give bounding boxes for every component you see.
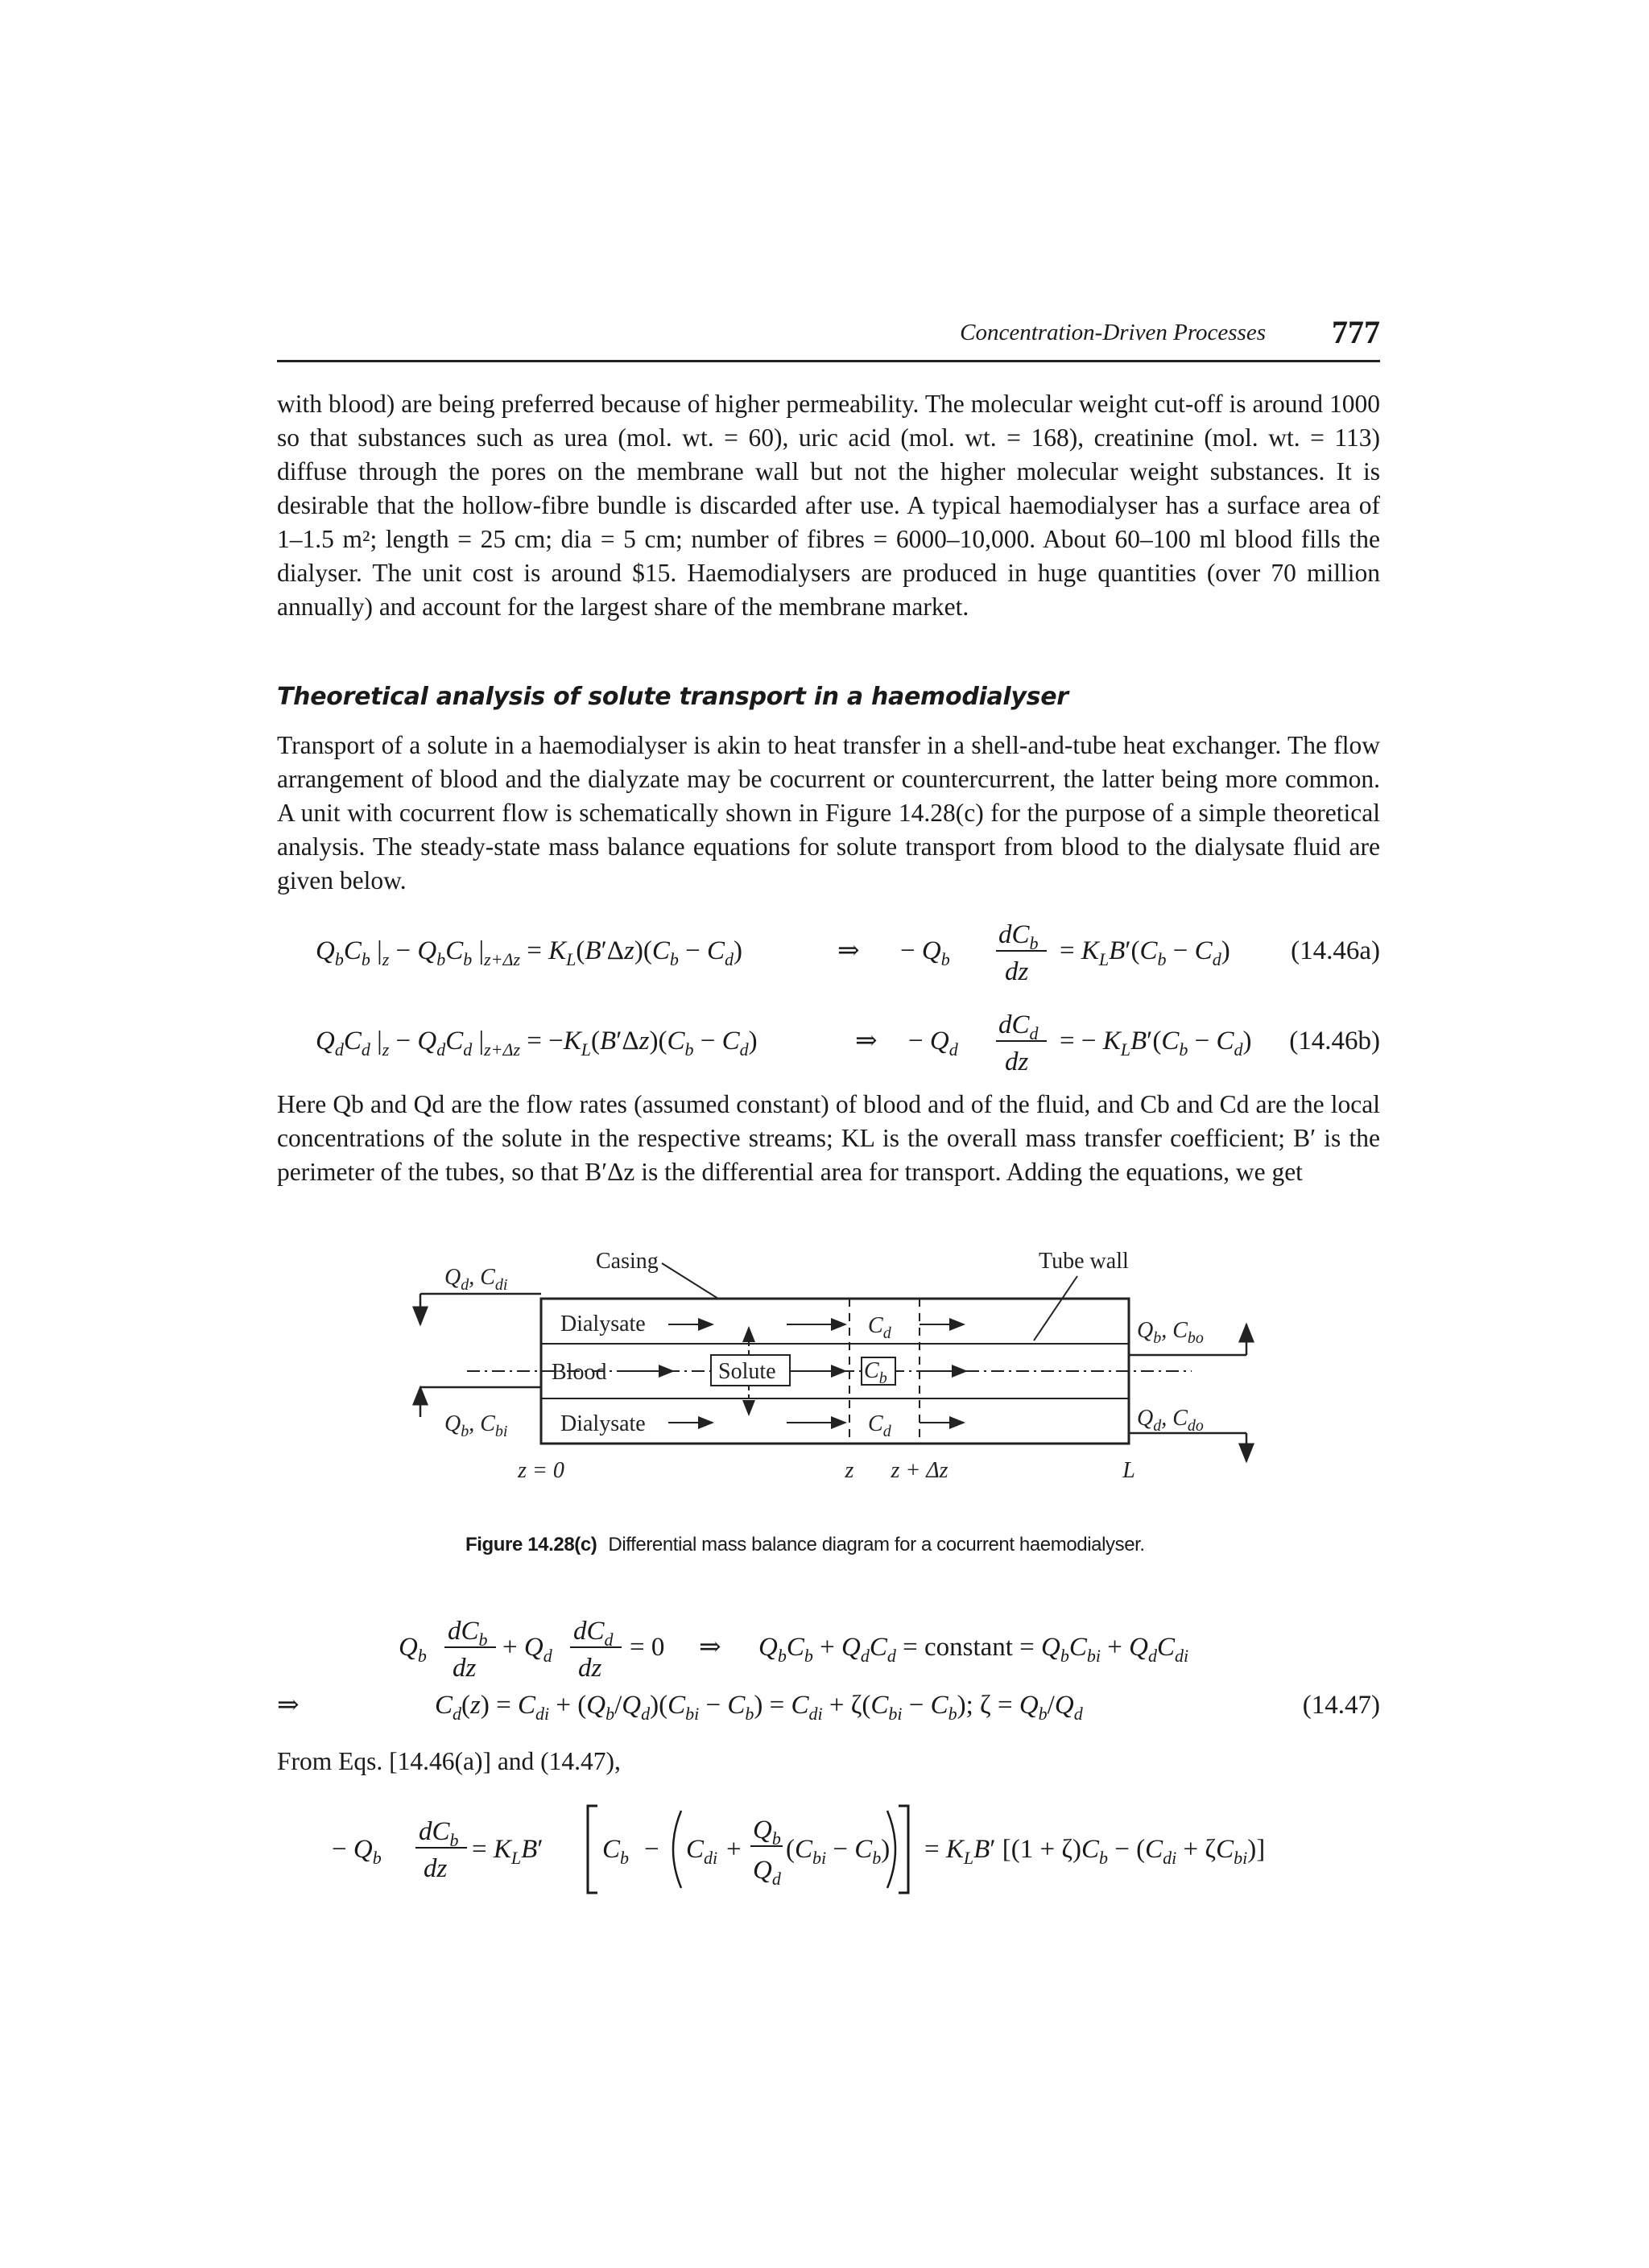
svg-text:QbCb |z − QbCb |z+Δz = KL(B′Δz: $Q_bC_b$ $|_z - Q_bC_b$ $|_{z+\Delta z} = K_L(B'\Delta z)(C_b - C_d)$: [316, 936, 743, 969]
cb-label: $C_b$: [864, 1358, 887, 1387]
svg-text:dz: dz: [1005, 957, 1029, 986]
svg-text:dCd: $dC_d$: [573, 1617, 614, 1650]
final-equation: [0, 1799, 1649, 1904]
svg-text:− Qd: − $Q_d$: [908, 1027, 958, 1060]
equation-14-47: [277, 1691, 1380, 1724]
blood-label: Blood: [552, 1360, 607, 1385]
analysis-paragraph: Transport of a solute in a haemodialyser is akin to heat transfer in a shell-and-tube heat exchanger. The flow arrangement of blood and the dialyzate may be cocurrent or countercurrent, the latter being more common. A unit with cocurrent flow is schematically shown in Figure 14.28(c) for the purpose of a simple theoretical analysis. The steady-state mass balance equations for solute transport from blood to the dialysate fluid are given below.: [277, 731, 1380, 894]
svg-text:Cdi: $C_{di}$: [686, 1835, 718, 1868]
svg-text:dz: dz: [424, 1854, 448, 1883]
casing-leader: [662, 1263, 718, 1299]
solute-label: Solute: [718, 1359, 776, 1384]
page-number: 777: [1332, 314, 1380, 350]
z0-label: z = 0: [518, 1458, 564, 1483]
svg-text:⇒: ⇒: [837, 936, 860, 965]
svg-text:− Qb: − $Q_b$: [900, 936, 950, 969]
svg-text:dCb: $dC_b$: [448, 1617, 488, 1650]
equations-14-46: [0, 914, 1649, 1111]
svg-text:⇒: ⇒: [699, 1633, 721, 1662]
haemodialyser-diagram: [403, 1244, 1256, 1526]
intro-paragraph: with blood) are being preferred because of higher permeability. The molecular weight cut-off is around 1000 so that substances such as urea (mol. wt. = 60), uric acid (mol. wt. = 168), creatinine (mol. wt. = 113) diffuse through the pores on the membrane wall but not the higher molecular weight substances. It is desirable that the hollow-fibre bundle is discarded after use. A typical haemodialyser has a surface area of 1–1.5 m²; length = 25 cm; dia = 5 cm; number of fibres = 6000–10,000. About 60–100 ml blood fills the dialyser. The unit cost is around $15. Haemodialysers are produced in huge quantities (over 70 million annually) and account for the largest share of the membrane market.: [277, 390, 1380, 621]
svg-text:Qb: $Q_b$: [753, 1816, 781, 1849]
svg-text:= KLB′: = $K_LB'$: [472, 1835, 543, 1868]
svg-text:QbCb + QdCd = constant = QbCbi: $Q_bC_b + Q_dC_d$ = constant = $Q_bC_{bi} + Q_dC_{di}$: [758, 1633, 1189, 1666]
running-title: Concentration-Driven Processes: [960, 320, 1266, 345]
svg-text:= KLB′ [(1 + ζ)Cb − (Cdi + ζCb: = $K_LB'$ $[(1 + \zeta)C_b - (C_{di} + \zeta C_{bi})]$: [924, 1835, 1266, 1868]
svg-text:− Qb: − $Q_b$: [332, 1835, 382, 1868]
svg-text:dz: dz: [453, 1654, 477, 1683]
section-heading: Theoretical analysis of solute transport in a haemodialyser: [277, 683, 1068, 711]
z-dz-label: z + Δz: [891, 1458, 948, 1483]
svg-text:dCb: $dC_b$: [998, 920, 1039, 953]
page-header: [277, 314, 1380, 362]
dialysate-top-label: Dialysate: [560, 1312, 646, 1336]
definitions-paragraph: Here Qb and Qd are the flow rates (assumed constant) of blood and of the fluid, and Cb and Cd are the local concentrations of the solute in the respective streams; KL is the overall mass transfer coefficient; B′ is the perimeter of the tubes, so that B′Δz is the differential area for transport. Adding the equations, we get: [277, 1090, 1380, 1186]
svg-text:⇒: ⇒: [855, 1027, 878, 1056]
svg-text:Qd, Cdo: $Q_d$, $C_{do}$: [1137, 1406, 1204, 1435]
svg-text:Cb: $C_b$: [602, 1835, 630, 1868]
dialysate-outlet: [1129, 1406, 1246, 1461]
svg-text:(Cbi − Cb): $(C_{bi} - C_b)$: [786, 1835, 891, 1868]
equation-14-46b: [316, 1010, 1380, 1076]
svg-text:= 0: = 0: [630, 1633, 665, 1662]
svg-text:Cd(z) = Cdi + (Qb/Qd)(Cbi − Cb: $C_d(z) = C_{di} + (Q_b/Q_d)(C_{bi} - C_b) = C_{di} + \zeta(C_{bi} - C_b)$; $\zeta = Q_b/Q_d$: [435, 1691, 1083, 1724]
eq-14-46b-label: (14.46b): [1289, 1027, 1380, 1056]
dialysate-inlet: [420, 1265, 541, 1324]
svg-text:Qd: $Q_d$: [753, 1856, 781, 1889]
svg-text:⇒: ⇒: [277, 1691, 300, 1720]
blood-outlet: [1129, 1318, 1246, 1355]
eq-14-47-label: (14.47): [1302, 1691, 1380, 1720]
figure-caption-text: Differential mass balance diagram for a cocurrent haemodialyser.: [608, 1534, 1145, 1555]
equation-14-46a: [316, 920, 1380, 986]
z-label: z: [845, 1458, 854, 1483]
eq-14-46a-label: (14.46a): [1291, 936, 1380, 965]
blood-inlet: [420, 1387, 541, 1440]
cd-bottom-label: $C_d$: [868, 1411, 891, 1440]
svg-text:dCb: $dC_b$: [419, 1817, 459, 1850]
tube-wall-leader: [1034, 1276, 1077, 1341]
svg-text:QdCd |z − QdCd |z+Δz = −KL(B′Δ: $Q_dC_d$ $|_z - Q_dC_d$ $|_{z+\Delta z} = -K_L(B'\Delta z)(C_b - C_d)$: [316, 1027, 758, 1060]
svg-text:= − KLB′(Cb − Cd): = − $K_LB'(C_b - C_d)$: [1060, 1027, 1252, 1060]
svg-text:Qb, Cbi: $Q_b$, $C_{bi}$: [444, 1411, 508, 1440]
tube-wall-label: Tube wall: [1039, 1249, 1129, 1274]
svg-text:Qb: $Q_b$: [399, 1633, 427, 1666]
equations-14-47: [0, 1602, 1649, 1755]
sum-equation: [399, 1617, 1188, 1683]
svg-text:+ Qd: + $Q_d$: [502, 1633, 552, 1666]
svg-text:+: +: [726, 1835, 742, 1864]
dialysate-bottom-label: Dialysate: [560, 1411, 646, 1436]
svg-text:−: −: [644, 1835, 659, 1864]
from-eqs-text: From Eqs. [14.46(a)] and (14.47),: [277, 1747, 621, 1775]
cd-top-label: $C_d$: [868, 1313, 891, 1342]
svg-text:dz: dz: [578, 1654, 602, 1683]
figure-caption: [465, 1534, 1145, 1556]
svg-text:dCd: $dC_d$: [998, 1010, 1039, 1043]
svg-text:dz: dz: [1005, 1047, 1029, 1076]
svg-text:Qd, Cdi: $Q_d$, $C_{di}$: [444, 1265, 508, 1294]
casing-label: Casing: [596, 1249, 659, 1274]
figure-number: Figure 14.28(c): [465, 1534, 597, 1555]
length-label: L: [1122, 1458, 1135, 1483]
svg-text:Qb, Cbo: $Q_b$, $C_{bo}$: [1137, 1318, 1204, 1347]
svg-text:= KLB′(Cb − Cd): = $K_LB'(C_b - C_d)$: [1060, 936, 1230, 969]
